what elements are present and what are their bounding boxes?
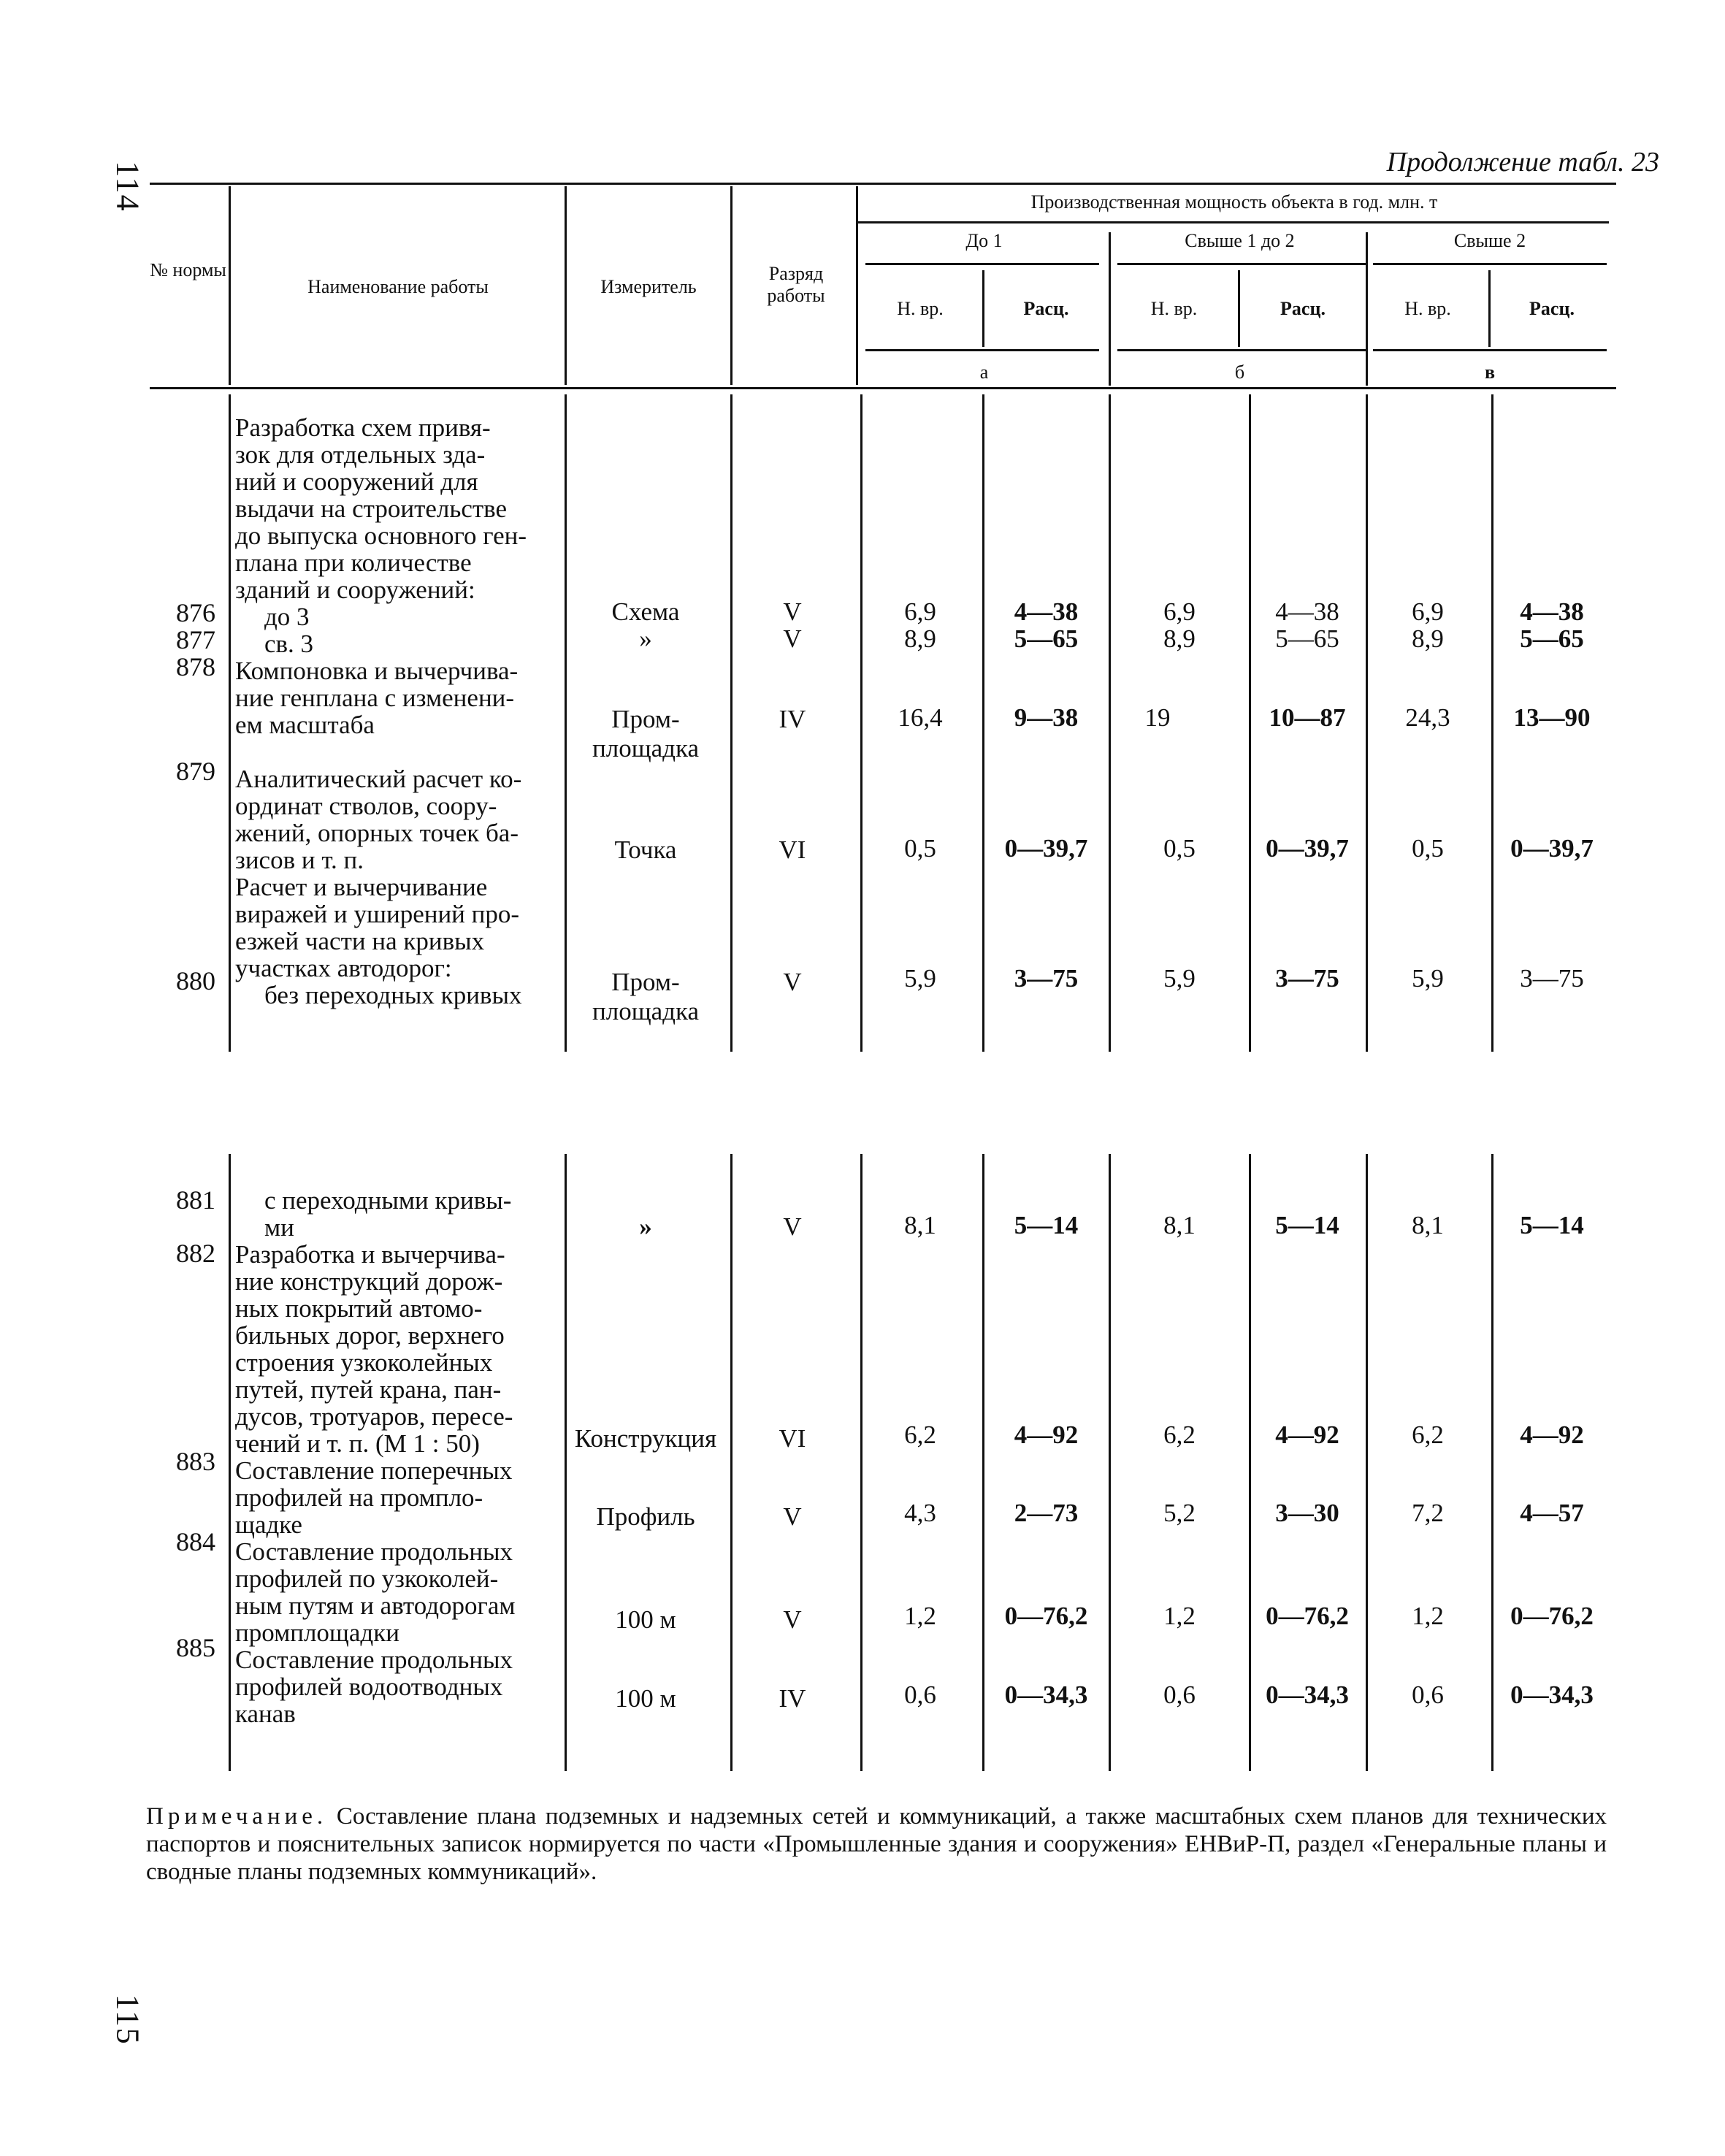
time-cell: 0,5: [1412, 834, 1444, 863]
rate-cell: 4—92: [1275, 1421, 1339, 1449]
time-cell: 8,1: [1412, 1211, 1444, 1239]
time-cell: 24,3: [1405, 703, 1450, 732]
header-letter-a: а: [979, 362, 989, 383]
time-cell: 0,6: [1163, 1681, 1196, 1709]
table-caption: Продолжение табл. 23: [1386, 147, 1659, 177]
time-cell: 8,9: [1412, 624, 1444, 653]
rate-cell: 5—14: [1275, 1211, 1339, 1239]
time-cell: 5,2: [1163, 1499, 1196, 1527]
norm-number: 878: [176, 652, 215, 681]
grade-cell: IV: [779, 1684, 806, 1713]
header-letter-b: б: [1234, 362, 1245, 383]
header-group-1: До 1: [965, 230, 1003, 251]
rate-cell: 4—38: [1520, 597, 1584, 626]
rate-cell: 4—38: [1275, 597, 1339, 626]
header-time-1: Н. вр.: [897, 298, 944, 319]
time-cell: 8,1: [904, 1211, 936, 1239]
norm-number: 876: [176, 598, 215, 627]
rate-cell: 5—65: [1275, 624, 1339, 653]
header-work-name: Наименование работы: [307, 276, 489, 297]
header-rate-3: Расц.: [1529, 298, 1575, 319]
note-label: Примечание.: [146, 1803, 328, 1830]
time-cell: 6,2: [904, 1421, 936, 1449]
header-capacity: Производственная мощность объекта в год. млн. т: [1030, 191, 1438, 213]
unit-cell: Пром- площадка: [592, 705, 699, 762]
unit-cell: 100 м: [615, 1605, 676, 1634]
time-cell: 8,1: [1163, 1211, 1196, 1239]
rate-cell: 0—39,7: [1004, 834, 1088, 863]
unit-cell: Профиль: [596, 1502, 695, 1531]
norm-number: 883: [176, 1447, 215, 1476]
time-cell: 1,2: [1412, 1602, 1444, 1630]
rate-cell: 4—57: [1520, 1499, 1584, 1527]
rate-cell: 0—34,3: [1004, 1681, 1088, 1709]
unit-cell: 100 м: [615, 1684, 676, 1713]
time-cell: 8,9: [1163, 624, 1196, 653]
grade-cell: VI: [779, 836, 806, 864]
time-cell: 5,9: [1163, 964, 1196, 993]
rate-cell: 0—39,7: [1510, 834, 1594, 863]
rate-cell: 4—38: [1014, 597, 1079, 626]
time-cell: 1,2: [1163, 1602, 1196, 1630]
table-note: [146, 1803, 1607, 1886]
time-cell: 7,2: [1412, 1499, 1444, 1527]
rate-cell: 5—14: [1520, 1211, 1584, 1239]
rate-cell: 0—39,7: [1266, 834, 1349, 863]
rate-cell: 5—65: [1520, 624, 1584, 653]
work-description: Разработка схем привя- зок для отдельных зда- ний и сооружений для выдачи на строительстве до выпуска основного ген- плана при количестве зданий и сооружений: до 3 св. 3 Компоновка и вычерчива- ние генплана с изменени- ем масштаба Аналитический расчет ко- ординат стволов, соору- жений, опорных точек ба- зисов и т. п. Расчет и вычерчивание виражей и уширений про- езжей части на кривых участках автодорог: без переходных кривых: [235, 413, 527, 1009]
header-rate-1: Расц.: [1023, 298, 1069, 319]
note-text: Составление плана подземных и надземных сетей и коммуникаций, а также масштабных схем планов для технических паспортов и пояснительных записок нормируется по части «Промышленные здания и сооружения» ЕНВиР-П, раздел «Генеральные планы и сводные планы подземных коммуникаций».: [146, 1803, 1607, 1885]
header-rate-2: Расц.: [1280, 298, 1326, 319]
norm-number: 884: [176, 1527, 215, 1556]
time-cell: 5,9: [904, 964, 936, 993]
grade-cell: V: [783, 1502, 802, 1531]
time-cell: 0,5: [1163, 834, 1196, 863]
unit-cell: Точка: [614, 836, 677, 864]
grade-cell: V: [783, 968, 802, 996]
rate-cell: 0—76,2: [1510, 1602, 1594, 1630]
rate-cell: 0—76,2: [1266, 1602, 1349, 1630]
time-cell: 19: [1144, 703, 1171, 732]
norm-number: 885: [176, 1633, 215, 1662]
time-cell: 0,5: [904, 834, 936, 863]
header-norm-number: № нормы: [150, 259, 226, 280]
header-letter-v: в: [1484, 362, 1496, 383]
page-number-bottom: 115: [110, 1994, 146, 2046]
norm-number: 877: [176, 625, 215, 654]
time-cell: 0,6: [1412, 1681, 1444, 1709]
rate-cell: 4—92: [1520, 1421, 1584, 1449]
unit-cell: Конструкция: [574, 1424, 717, 1453]
time-cell: 4,3: [904, 1499, 936, 1527]
rate-cell: 0—34,3: [1266, 1681, 1349, 1709]
norm-number: 882: [176, 1239, 215, 1268]
time-cell: 0,6: [904, 1681, 936, 1709]
rate-cell: 9—38: [1014, 703, 1079, 732]
time-cell: 6,9: [1163, 597, 1196, 626]
rate-cell: 3—30: [1275, 1499, 1339, 1527]
grade-cell: IV: [779, 705, 806, 733]
unit-cell: Схема: [611, 597, 680, 626]
time-cell: 6,9: [1412, 597, 1444, 626]
time-cell: 6,2: [1163, 1421, 1196, 1449]
rate-cell: 3—75: [1014, 964, 1079, 993]
unit-cell: »: [639, 1212, 652, 1241]
time-cell: 5,9: [1412, 964, 1444, 993]
unit-cell: Пром- площадка: [592, 968, 699, 1025]
rate-cell: 4—92: [1014, 1421, 1079, 1449]
header-group-2: Свыше 1 до 2: [1185, 230, 1295, 251]
header-time-3: Н. вр.: [1404, 298, 1451, 319]
time-cell: 1,2: [904, 1602, 936, 1630]
work-description: с переходными кривы- ми Разработка и вычерчива- ние конструкций дорож- ных покрытий автомо- бильных дорог, верхнего строения узкоколейных путей, путей крана, пан- дусов, тротуаров, пересе- чений и т. п. (М 1 : 50) Составление поперечных профилей на промпло- щадке Составление продольных профилей по узкоколей- ным путям и автодорогам промплощадки Составление продольных профилей водоотводных канав: [235, 1186, 516, 1728]
grade-cell: V: [783, 597, 802, 626]
unit-cell: »: [639, 624, 652, 653]
rate-cell: 2—73: [1014, 1499, 1079, 1527]
norm-number: 879: [176, 757, 215, 786]
rate-cell: 13—90: [1513, 703, 1591, 732]
rate-cell: 0—34,3: [1510, 1681, 1594, 1709]
rate-cell: 3—75: [1520, 964, 1584, 993]
rate-cell: 3—75: [1275, 964, 1339, 993]
rate-cell: 5—14: [1014, 1211, 1079, 1239]
norm-number: 881: [176, 1185, 215, 1215]
page-number-top: 114: [110, 161, 146, 213]
grade-cell: V: [783, 1605, 802, 1634]
header-group-3: Свыше 2: [1453, 230, 1526, 251]
grade-cell: VI: [779, 1424, 806, 1453]
header-grade: Разряд работы: [767, 263, 825, 306]
rate-cell: 0—76,2: [1004, 1602, 1088, 1630]
rate-cell: 5—65: [1014, 624, 1079, 653]
time-cell: 6,2: [1412, 1421, 1444, 1449]
time-cell: 6,9: [904, 597, 936, 626]
header-time-2: Н. вр.: [1150, 298, 1198, 319]
grade-cell: V: [783, 1212, 802, 1241]
time-cell: 16,4: [898, 703, 943, 732]
grade-cell: V: [783, 624, 802, 653]
header-unit: Измеритель: [600, 276, 697, 297]
norm-number: 880: [176, 966, 215, 995]
time-cell: 8,9: [904, 624, 936, 653]
rate-cell: 10—87: [1269, 703, 1346, 732]
